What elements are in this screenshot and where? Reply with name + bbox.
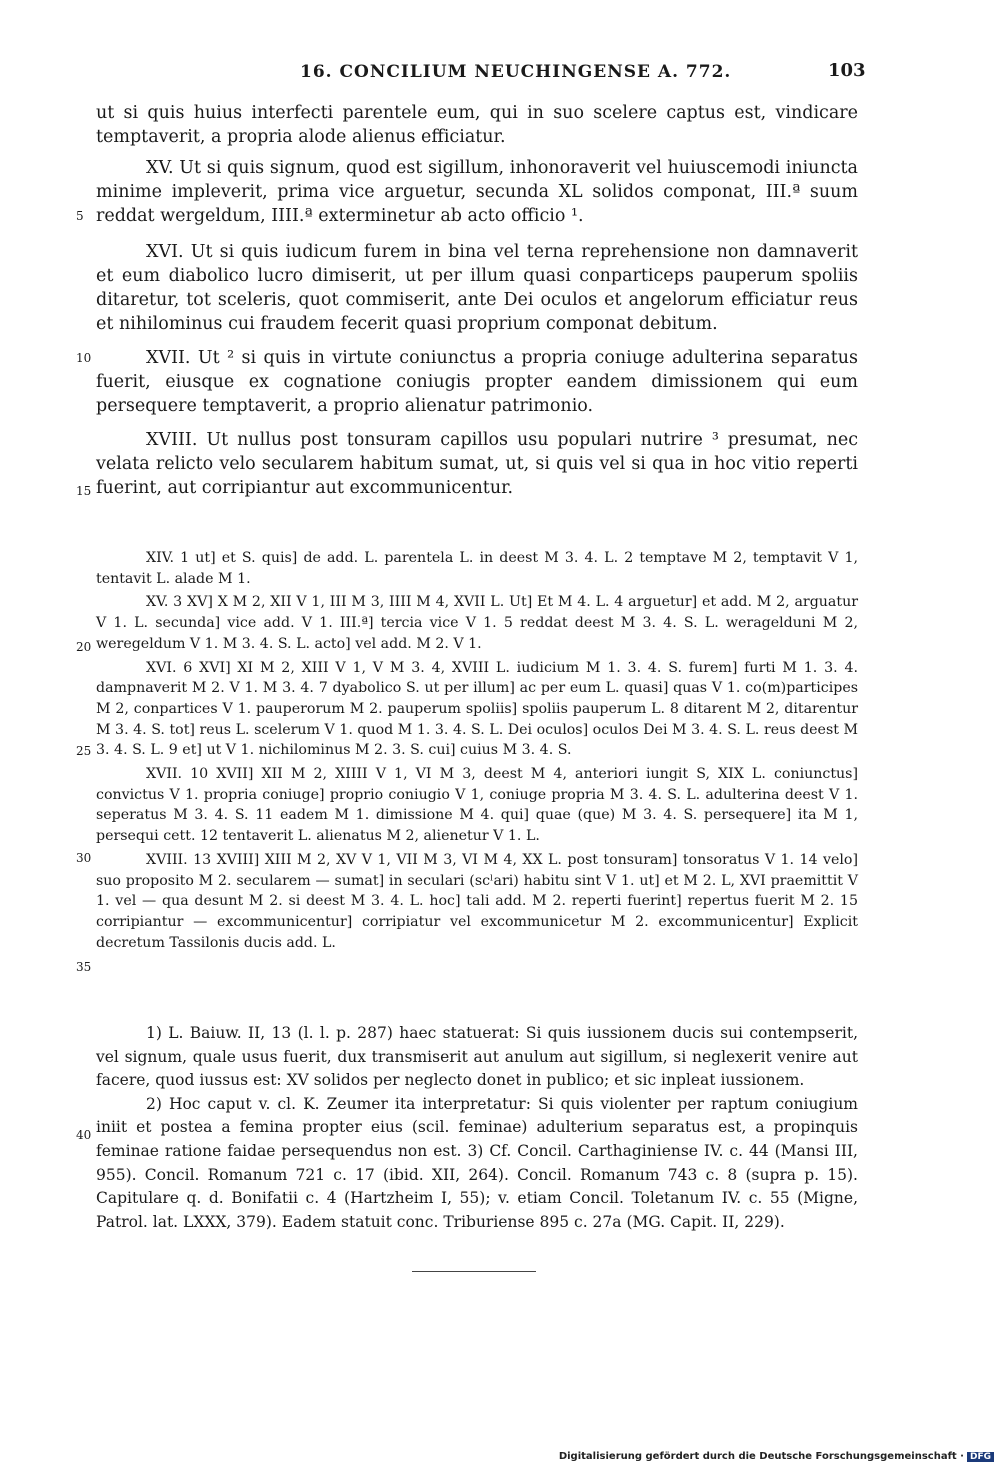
line-number: 30 — [76, 851, 92, 865]
text-paragraph — [96, 156, 858, 228]
apparatus-xvi: XVI. 6 XVI] XI M 2, XIII V 1, V M 3. 4, XVIII L. iudicium M 1. 3. 4. S. furem] furti M 1. 3. 4. dampnaverit M 2. V 1. M 3. 4. 7 dyabolico S. ut per illum] ac per eum L. quasi] quas V 1. co(m)participes M 2, conpartices V 1. pauperorum M 2. pauperum spoliis] spoliis pauperum L. 8 ditarent M 2, ditarentur M 3. 4. S. tot] reus L. scelerum V 1. quod M 1. 3. 4. S. L. Dei oculos] oculos Dei M 3. 4. S. L. reus deest M 3. 4. S. L. 9 et] ut V 1. nichilominus M 2. 3. S. cui] cuius M 3. 4. S. — [96, 659, 858, 759]
footnote-1: 1) L. Baiuw. II, 13 (l. l. p. 287) haec statuerat: Si quis iussionem ducis sui contempserit, vel signum, quale usus fuerit, dux transmiserit aut anulum aut sigillum, si neglexerit venire aut facere, quod iussus est: XV solidos per neglecto donet in publico; et sic inpleat iussionem. — [96, 1024, 858, 1090]
credit-text: Digitalisierung gefördert durch die Deutsche Forschungsgemeinschaft · — [558, 1451, 964, 1462]
digitization-credit — [559, 1451, 994, 1462]
chapter-xvii: XVII. Ut ² si quis in virtute coniunctus a propria coniuge adulterina separatus fuerit, eiusque ex cognatione coniugis propter eandem dimissionem qui eum persequere temptaverit, a proprio alienatur patrimonio. — [96, 348, 858, 416]
text-paragraph — [96, 101, 858, 149]
apparatus-xvii: XVII. 10 XVII] XII M 2, XIIII V 1, VI M 3, deest M 4, anteriori iungit S, XIX L. coniunctus] convictus V 1. propria coniuge] proprio coniugio V 1, coniuge propria M 3. 4. S. L. adulterina deest V 1. seperatus M 3. 4. S. 11 eadem M 1. dimissione M 4. qui] quae (que) M 3. 4. S. persequere] ita M 1, persequi cett. 12 tentaverit L. alienatus M 2, alienetur V 1. L. — [96, 766, 858, 845]
line-number: 5 — [76, 209, 84, 223]
line-number: 40 — [76, 1128, 92, 1142]
text-paragraph — [96, 346, 858, 418]
paragraph-continuation: ut si quis huius interfecti parentele eum, qui in suo scelere captus est, vindicare temptaverit, a propria alode alienus efficiatur. — [96, 103, 858, 147]
apparatus-xviii: XVIII. 13 XVIII] XIII M 2, XV V 1, VII M 3, VI M 4, XX L. post tonsuram] tonsoratus V 1. 14 velo] suo proposito M 2. secularem — sumat] in seculari (scˡari) habitu sint V 1. ut] et M 2. L, XVI praemittit V 1. vel — qua desunt M 2. si deest M 3. 4. L. hoc] tali add. M 2. reperti fuerint] repertus fuerit M 2. 15 corripiantur — excommunicentur] corripiatur vel excommunicetur M 2. excommunicentur] Explicit decretum Tassilonis ducis add. L. — [96, 851, 858, 951]
chapter-xviii: XVIII. Ut nullus post tonsuram capillos usu populari nutrire ³ presumat, nec velata relicto velo secularem habitum sumat, ut, si quis vel si qua in hoc vitio reperti fuerint, aut corripiantur aut excommunicentur. — [96, 430, 858, 498]
dfg-logo: DFG — [967, 1452, 994, 1462]
critical-apparatus — [96, 548, 858, 956]
apparatus-xiv: XIV. 1 ut] et S. quis] de add. L. parentela L. in deest M 3. 4. L. 2 temptave M 2, temptavit V 1, tentavit L. alade M 1. — [96, 550, 858, 587]
chapter-xv: XV. Ut si quis signum, quod est sigillum, inhonoraverit vel huiuscemodi iniuncta minime impleverit, prima vice arguetur, secunda XL solidos componat, III.ª suum reddat wergeldum, IIII.ª exterminetur ab acto officio ¹. — [96, 158, 858, 226]
closing-rule — [412, 1271, 536, 1272]
footnotes — [96, 1022, 858, 1234]
line-number: 25 — [76, 744, 92, 758]
text-paragraph — [96, 428, 858, 500]
chapter-xvi: XVI. Ut si quis iudicum furem in bina vel terna reprehensione non damnaverit et eum diabolico lucro dimiserit, ut per illum quasi conparticeps pauperum spoliis ditaretur, tot sceleris, quot commiserit, ante Dei oculos et angelorum efficiatur reus et nihilominus cui fraudem fecerit quasi proprium componat debitum. — [96, 242, 858, 334]
line-number: 10 — [76, 351, 92, 365]
page-header-title: 16. CONCILIUM NEUCHINGENSE A. 772. — [300, 62, 732, 82]
line-number: 35 — [76, 960, 92, 974]
line-number: 20 — [76, 640, 92, 654]
apparatus-xv: XV. 3 XV] X M 2, XII V 1, III M 3, IIII M 4, XVII L. Ut] Et M 4. L. 4 arguetur] et add. M 2, arguatur V 1. L. secunda] vice add. V 1. III.ª] tercia vice V 1. 5 reddat deest M 3. 4. S. L. weragelduni M 2, weregeldum V 1. M 3. 4. S. L. acto] vel add. M 2. V 1. — [96, 594, 858, 652]
page-number: 103 — [828, 60, 866, 81]
line-number: 15 — [76, 484, 92, 498]
footnote-2-3: 2) Hoc caput v. cl. K. Zeumer ita interpretatur: Si quis violenter per raptum coniugium iniit et postea a femina propter eius (scil. feminae) adulterium separatus est, a propinquis feminae ratione faidae persequendus non est. 3) Cf. Concil. Carthaginiense IV. c. 44 (Mansi III, 955). Concil. Romanum 721 c. 17 (ibid. XII, 264). Concil. Romanum 743 c. 8 (supra p. 15). Capitulare q. d. Bonifatii c. 4 (Hartzheim I, 55); v. etiam Concil. Toletanum IV. c. 55 (Migne, Patrol. lat. LXXX, 379). Eadem statuit conc. Triburiense 895 c. 27a (MG. Capit. II, 229). — [96, 1094, 858, 1231]
text-paragraph — [96, 240, 858, 336]
